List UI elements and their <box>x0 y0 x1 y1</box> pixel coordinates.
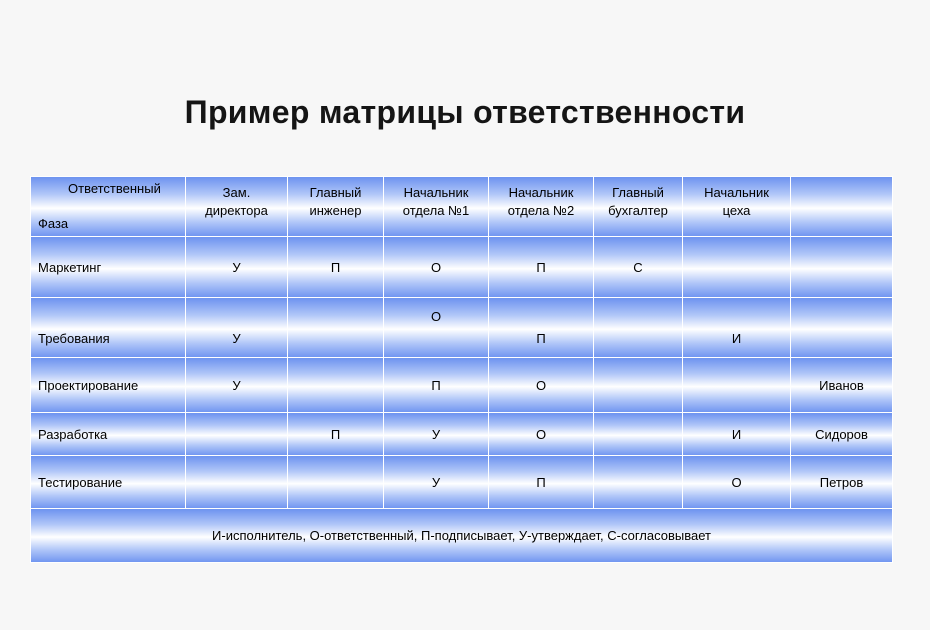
matrix-cell: Петров <box>791 456 893 509</box>
phase-cell: Тестирование <box>31 456 186 509</box>
matrix-cell <box>594 456 683 509</box>
matrix-cell: У <box>384 456 489 509</box>
table-row <box>31 358 893 413</box>
matrix-cell <box>791 237 893 298</box>
matrix-cell: И <box>683 298 791 358</box>
matrix-cell: У <box>186 298 288 358</box>
matrix-cell: О <box>683 456 791 509</box>
table-row <box>31 413 893 456</box>
column-header-deputy-director: Зам. директора <box>186 177 288 237</box>
matrix-cell <box>288 456 384 509</box>
table-row <box>31 237 893 298</box>
matrix-cell: О <box>489 358 594 413</box>
matrix-cell: Сидоров <box>791 413 893 456</box>
phase-cell: Маркетинг <box>31 237 186 298</box>
corner-cell <box>31 177 186 237</box>
matrix-cell: П <box>288 413 384 456</box>
column-header-head-dept-2: Начальник отдела №2 <box>489 177 594 237</box>
matrix-cell <box>186 456 288 509</box>
column-header-head-dept-1: Начальник отдела №1 <box>384 177 489 237</box>
matrix-cell: П <box>489 298 594 358</box>
column-header-chief-accountant: Главный бухгалтер <box>594 177 683 237</box>
page-title: Пример матрицы ответственности <box>184 94 746 130</box>
matrix-cell: О <box>384 298 489 358</box>
matrix-cell <box>594 358 683 413</box>
matrix-cell: У <box>384 413 489 456</box>
matrix-cell: П <box>489 456 594 509</box>
matrix-cell <box>594 298 683 358</box>
phase-cell: Проектирование <box>31 358 186 413</box>
matrix-cell: П <box>288 237 384 298</box>
matrix-cell: И <box>683 413 791 456</box>
matrix-cell: П <box>384 358 489 413</box>
matrix-cell <box>683 358 791 413</box>
matrix-cell: У <box>186 237 288 298</box>
matrix-cell <box>288 358 384 413</box>
matrix-cell <box>594 413 683 456</box>
legend-row <box>31 509 893 563</box>
phase-cell: Требования <box>31 298 186 358</box>
matrix-cell: С <box>594 237 683 298</box>
header-row <box>31 177 893 237</box>
phase-label: Фаза <box>38 216 69 231</box>
matrix-cell: У <box>186 358 288 413</box>
matrix-cell <box>683 237 791 298</box>
column-header-chief-engineer: Главный инженер <box>288 177 384 237</box>
responsible-label: Ответственный <box>68 181 161 196</box>
table-row <box>31 298 893 358</box>
phase-cell: Разработка <box>31 413 186 456</box>
responsibility-matrix <box>30 176 893 563</box>
matrix-cell: О <box>384 237 489 298</box>
matrix-cell: П <box>489 237 594 298</box>
legend: И-исполнитель, О-ответственный, П-подписывает, У-утверждает, С-согласовывает <box>31 509 893 563</box>
column-header-extra <box>791 177 893 237</box>
column-header-shop-head: Начальник цеха <box>683 177 791 237</box>
matrix-cell <box>288 298 384 358</box>
matrix-cell <box>791 298 893 358</box>
matrix-cell: Иванов <box>791 358 893 413</box>
table-row <box>31 456 893 509</box>
matrix-cell <box>186 413 288 456</box>
matrix-cell: О <box>489 413 594 456</box>
